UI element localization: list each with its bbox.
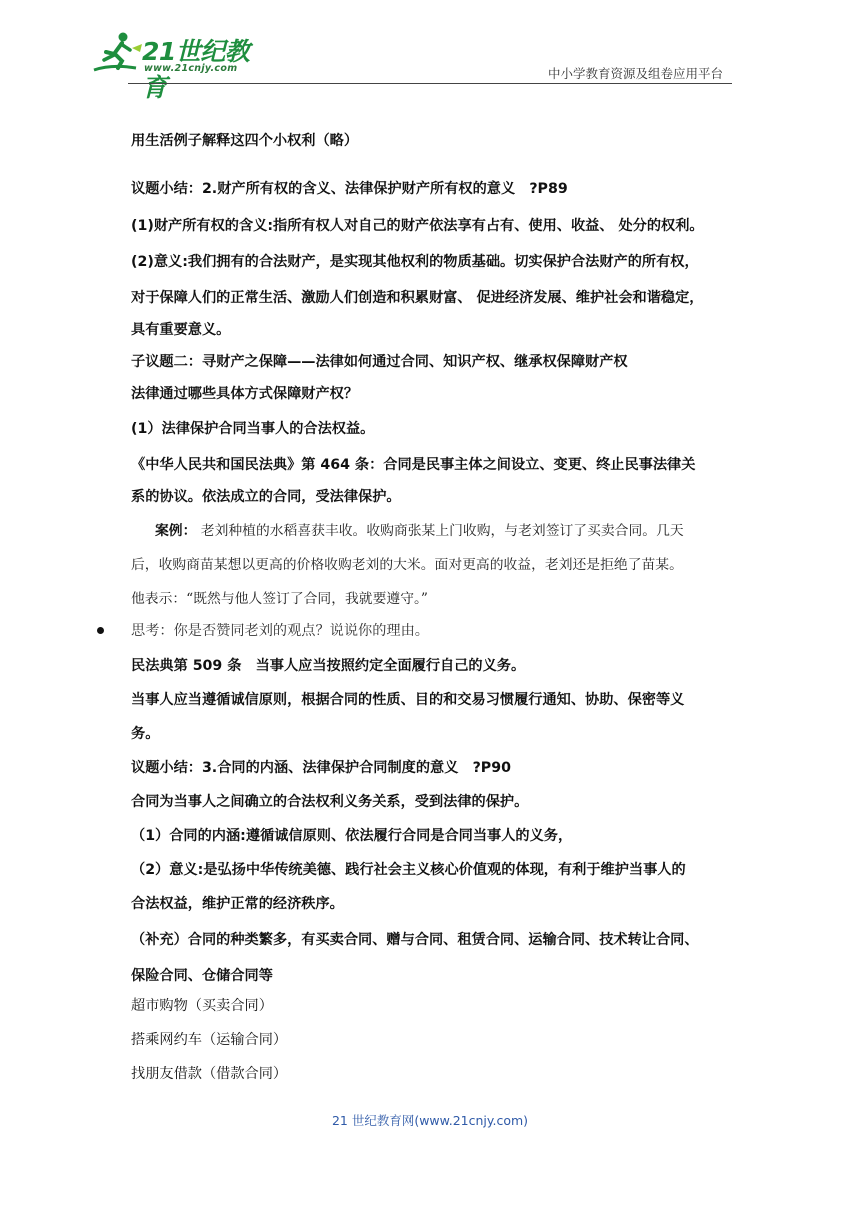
text-line: (1）法律保护合同当事人的合法权益。: [131, 421, 375, 437]
section-summary-heading: 议题小结：2.财产所有权的含义、法律保护财产所有权的意义 ?P89: [131, 181, 568, 197]
page-header: [0, 0, 860, 102]
text-line: 系的协议。依法成立的合同，受法律保护。: [131, 489, 401, 505]
text-line: 具有重要意义。: [131, 322, 231, 338]
text-line: （1）合同的内涵:遵循诚信原则、依法履行合同是合同当事人的义务，: [131, 828, 573, 844]
text-line: 保险合同、仓储合同等: [131, 968, 273, 984]
text-line: 民法典第 509 条 当事人应当按照约定全面履行自己的义务。: [131, 658, 526, 674]
logo-brand-text: 21世纪教育: [142, 37, 250, 102]
case-label: 案例：: [155, 523, 197, 539]
text-line: （补充）合同的种类繁多，有买卖合同、赠与合同、租赁合同、运输合同、技术转让合同、: [131, 932, 699, 948]
text-line: 《中华人民共和国民法典》第 464 条：合同是民事主体之间设立、变更、终止民事法律关: [131, 457, 696, 473]
case-line: 他表示：“既然与他人签订了合同，我就要遵守。”: [131, 591, 428, 607]
page-footer: 21 世纪教育网(www.21cnjy.com): [331, 1113, 529, 1128]
text-line: 合法权益，维护正常的经济秩序。: [131, 896, 344, 912]
text-line: 当事人应当遵循诚信原则，根据合同的性质、目的和交易习惯履行通知、协助、保密等义: [131, 692, 685, 708]
text-line: 合同为当事人之间确立的合法权利义务关系，受到法律的保护。: [131, 794, 529, 810]
example-line: 找朋友借款（借款合同）: [131, 1066, 288, 1082]
header-divider: [128, 83, 732, 84]
header-platform-title: 中小学教育资源及组卷应用平台: [547, 66, 723, 81]
logo: [92, 30, 262, 102]
text-line: 对于保障人们的正常生活、激励人们创造和积累财富、 促进经济发展、维护社会和谐稳定，: [131, 290, 704, 306]
case-line: [155, 521, 684, 541]
text-line: 务。: [131, 726, 160, 742]
text-line: (2)意义:我们拥有的合法财产，是实现其他权利的物质基础。切实保护合法财产的所有权，: [131, 254, 699, 270]
section-summary-heading: 议题小结：3.合同的内涵、法律保护合同制度的意义 ?P90: [131, 760, 511, 776]
case-text: 老刘种植的水稻喜获丰收。收购商张某上门收购，与老刘签订了买卖合同。几天: [200, 523, 684, 539]
question-line: 法律通过哪些具体方式保障财产权？: [131, 386, 359, 402]
text-line: 用生活例子解释这四个小权利（略）: [131, 133, 359, 149]
example-line: 搭乘网约车（运输合同）: [131, 1032, 288, 1048]
bullet-icon: [97, 627, 104, 634]
subtopic-heading: 子议题二：寻财产之保障——法律如何通过合同、知识产权、继承权保障财产权: [131, 354, 628, 370]
text-line: （2）意义:是弘扬中华传统美德、践行社会主义核心价值观的体现，有利于维护当事人的: [131, 862, 686, 878]
think-question: 思考：你是否赞同老刘的观点？说说你的理由。: [131, 623, 429, 639]
example-line: 超市购物（买卖合同）: [131, 998, 273, 1014]
logo-url-text: www.21cnjy.com: [144, 63, 238, 74]
case-line: 后，收购商苗某想以更高的价格收购老刘的大米。面对更高的收益，老刘还是拒绝了苗某。: [131, 557, 683, 573]
text-line: (1)财产所有权的含义:指所有权人对自己的财产依法享有占有、使用、收益、 处分的权利。: [131, 218, 704, 234]
